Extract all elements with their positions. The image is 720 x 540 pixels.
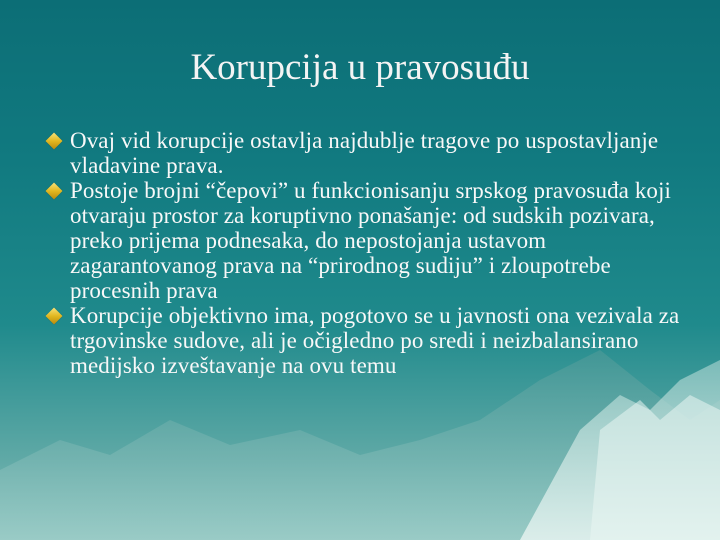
bullet-list (48, 128, 680, 378)
bullet-item (48, 303, 680, 378)
slide-title: Korupcija u pravosuđu (190, 47, 530, 88)
bullet-text: Korupcije objektivno ima, pogotovo se u javnosti ona vezivala za trgovinske sudove, ali je očigledno po sredi i neizbalansirano medijsko izveštavanje na ovu temu (70, 303, 680, 378)
bullet-item (48, 178, 680, 303)
bullet-text: Ovaj vid korupcije ostavlja najdublje tragove po uspostavljanje vladavine prava. (70, 128, 659, 178)
bullet-text: Postoje brojni “čepovi” u funkcionisanju srpskog pravosuđa koji otvaraju prostor za koruptivno ponašanje: od sudskih pozivara, preko prijema podnesaka, do nepostojanja ustavom zagarantovanog prava na “prirodnog sudiju” i zloupotrebe procesnih prava (70, 178, 672, 303)
gold-diamond-icon (46, 183, 63, 200)
gold-diamond-icon (46, 308, 63, 325)
gold-diamond-icon (46, 133, 63, 150)
bullet-item (48, 128, 680, 178)
